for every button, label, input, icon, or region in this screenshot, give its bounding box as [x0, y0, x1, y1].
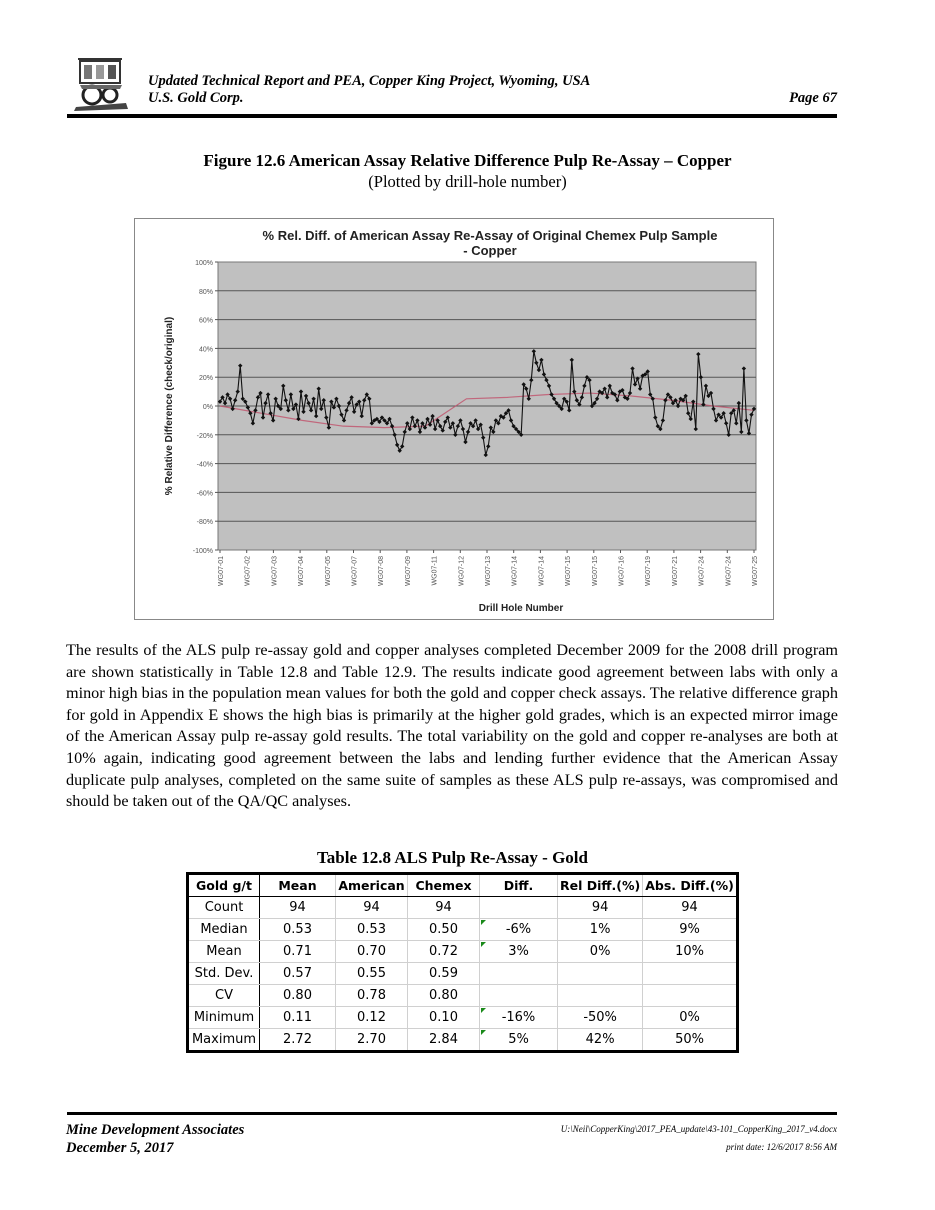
table-cell: 94	[336, 897, 408, 919]
x-tick-label: WG07-07	[351, 556, 359, 586]
x-tick-label: WG07-05	[324, 556, 332, 586]
table-cell: 94	[558, 897, 643, 919]
table-cell	[643, 985, 738, 1007]
table-row	[188, 897, 738, 919]
table-cell: 94	[408, 897, 480, 919]
gold-reassay-table	[186, 872, 739, 1053]
table-cell: 0.12	[336, 1007, 408, 1029]
table-cell: 3%	[480, 941, 558, 963]
row-label: Mean	[188, 941, 260, 963]
y-tick-label: 40%	[198, 346, 213, 354]
report-header-title	[148, 73, 590, 107]
table-cell: 0.70	[336, 941, 408, 963]
table-row	[188, 919, 738, 941]
y-tick-label: 60%	[198, 317, 213, 325]
y-tick-label: -60%	[196, 490, 213, 498]
body-paragraph: The results of the ALS pulp re-assay gold and copper analyses completed December 2009 for the 2008 drill program are shown statistically in Table 12.8 and Table 12.9. The results indicate good agreement between labs with only a minor high bias in the population mean values for both the gold and copper check assays. The relative difference graph for gold in Appendix E shows the high bias is primarily at the higher gold grades, which is an expected mirror image of the American Assay pulp re-assay gold results. The total variability on the gold and copper re-analyses are both at 10% again, indicating good agreement between the labs and lending further evidence that the American Assay duplicate pulp analyses, completed on the same suite of samples as these ALS pulp re-assays, was compromised and should be taken out of the QA/QC analyses.	[66, 641, 838, 811]
header-cell: American	[336, 874, 408, 897]
y-tick-label: 100%	[195, 260, 213, 267]
x-tick-label: WG07-03	[271, 556, 279, 586]
table-cell: 0.80	[408, 985, 480, 1007]
table-row	[188, 963, 738, 985]
chart-title-line2: - Copper	[463, 243, 517, 258]
page-number: Page 67	[789, 90, 837, 106]
x-tick-label: WG07-12	[458, 556, 466, 586]
footer-company: Mine Development Associates	[66, 1122, 245, 1138]
x-tick-label: WG07-14	[511, 556, 519, 586]
table-cell	[643, 963, 738, 985]
x-tick-label: WG07-08	[378, 556, 386, 586]
company-name: U.S. Gold Corp.	[148, 90, 244, 106]
row-label: Count	[188, 897, 260, 919]
table-cell: 1%	[558, 919, 643, 941]
table-cell	[480, 985, 558, 1007]
table-cell: 0%	[558, 941, 643, 963]
header-cell: Mean	[260, 874, 336, 897]
table-cell: 0.53	[260, 919, 336, 941]
row-label: Minimum	[188, 1007, 260, 1029]
table-cell: 42%	[558, 1029, 643, 1052]
table-cell: 0.78	[336, 985, 408, 1007]
table-cell: 5%	[480, 1029, 558, 1052]
x-tick-label: WG07-13	[485, 556, 492, 586]
y-tick-label: -40%	[196, 461, 213, 469]
row-label: Median	[188, 919, 260, 941]
table-cell: 0.11	[260, 1007, 336, 1029]
y-tick-label: 80%	[198, 288, 213, 296]
footer-divider	[67, 1112, 837, 1115]
table-cell: 10%	[643, 941, 738, 963]
x-tick-label: WG07-09	[404, 556, 412, 586]
table-cell	[558, 963, 643, 985]
y-tick-label: -20%	[196, 432, 213, 440]
footer-left	[66, 1121, 244, 1157]
table-title: Table 12.8 ALS Pulp Re-Assay - Gold	[317, 848, 588, 867]
header-divider	[67, 114, 837, 118]
footer-date: December 5, 2017	[66, 1140, 174, 1156]
table-cell: 0.72	[408, 941, 480, 963]
table-cell: 0.10	[408, 1007, 480, 1029]
x-tick-label: WG07-04	[298, 556, 306, 586]
x-tick-label: WG07-02	[244, 556, 252, 586]
header-cell: Diff.	[480, 874, 558, 897]
table-cell: 0.57	[260, 963, 336, 985]
x-tick-label: WG07-15	[565, 556, 573, 586]
header-cell: Rel Diff.(%)	[558, 874, 643, 897]
y-tick-label: 20%	[198, 375, 213, 383]
table-cell: 2.70	[336, 1029, 408, 1052]
chart-svg	[135, 219, 773, 619]
x-tick-label: WG07-24	[698, 556, 706, 586]
x-tick-label: WG07-19	[645, 556, 653, 586]
row-label: Std. Dev.	[188, 963, 260, 985]
table-cell: -6%	[480, 919, 558, 941]
table-cell: 0.80	[260, 985, 336, 1007]
x-tick-label: WG07-01	[218, 556, 225, 586]
x-tick-label: WG07-16	[618, 556, 626, 586]
table-cell: 0%	[643, 1007, 738, 1029]
table-cell: 0.59	[408, 963, 480, 985]
y-axis-label: % Relative Difference (check/original)	[164, 316, 175, 496]
x-tick-label: WG07-15	[591, 556, 599, 586]
y-tick-label: -100%	[192, 548, 213, 555]
table-cell: 0.71	[260, 941, 336, 963]
row-label: Maximum	[188, 1029, 260, 1052]
relative-difference-chart	[134, 218, 774, 620]
x-tick-label: WG07-24	[725, 556, 733, 586]
header-cell: Abs. Diff.(%)	[643, 874, 738, 897]
table-row	[188, 941, 738, 963]
table-row	[188, 1007, 738, 1029]
table-cell: 2.72	[260, 1029, 336, 1052]
table-row	[188, 1029, 738, 1052]
table-cell: 94	[260, 897, 336, 919]
table-cell	[480, 963, 558, 985]
x-tick-label: WG07-21	[671, 556, 679, 586]
table-cell: 94	[643, 897, 738, 919]
y-tick-label: -80%	[196, 519, 213, 527]
figure-title: Figure 12.6 American Assay Relative Difference Pulp Re-Assay – Copper	[203, 151, 732, 170]
table-cell: 2.84	[408, 1029, 480, 1052]
figure-subtitle: (Plotted by drill-hole number)	[368, 172, 567, 191]
footer-file-path: U:\Neil\CopperKing\2017_PEA_update\43-101_CopperKing_2017_v4.docx	[560, 1124, 837, 1134]
y-tick-label: 0%	[202, 404, 213, 411]
header-cell: Chemex	[408, 874, 480, 897]
table-header-row	[188, 874, 738, 897]
x-tick-label: WG07-11	[431, 556, 439, 586]
table-cell	[480, 897, 558, 919]
x-tick-label: WG07-25	[752, 556, 759, 586]
table-cell: 0.53	[336, 919, 408, 941]
footer-print-date: print date: 12/6/2017 8:56 AM	[726, 1142, 837, 1152]
table-cell: 0.50	[408, 919, 480, 941]
chart-title-line1: % Rel. Diff. of American Assay Re-Assay of Original Chemex Pulp Sample	[262, 228, 718, 243]
x-axis-label: Drill Hole Number	[478, 603, 564, 614]
table-cell: -16%	[480, 1007, 558, 1029]
table-cell: 0.55	[336, 963, 408, 985]
table-cell: -50%	[558, 1007, 643, 1029]
row-label: CV	[188, 985, 260, 1007]
table-row	[188, 985, 738, 1007]
mine-hoist-logo-icon	[70, 55, 132, 113]
report-title: Updated Technical Report and PEA, Copper King Project, Wyoming, USA	[148, 73, 591, 89]
table-cell: 50%	[643, 1029, 738, 1052]
table-cell	[558, 985, 643, 1007]
table-cell: 9%	[643, 919, 738, 941]
x-tick-label: WG07-14	[538, 556, 546, 586]
header-cell: Gold g/t	[188, 874, 260, 897]
